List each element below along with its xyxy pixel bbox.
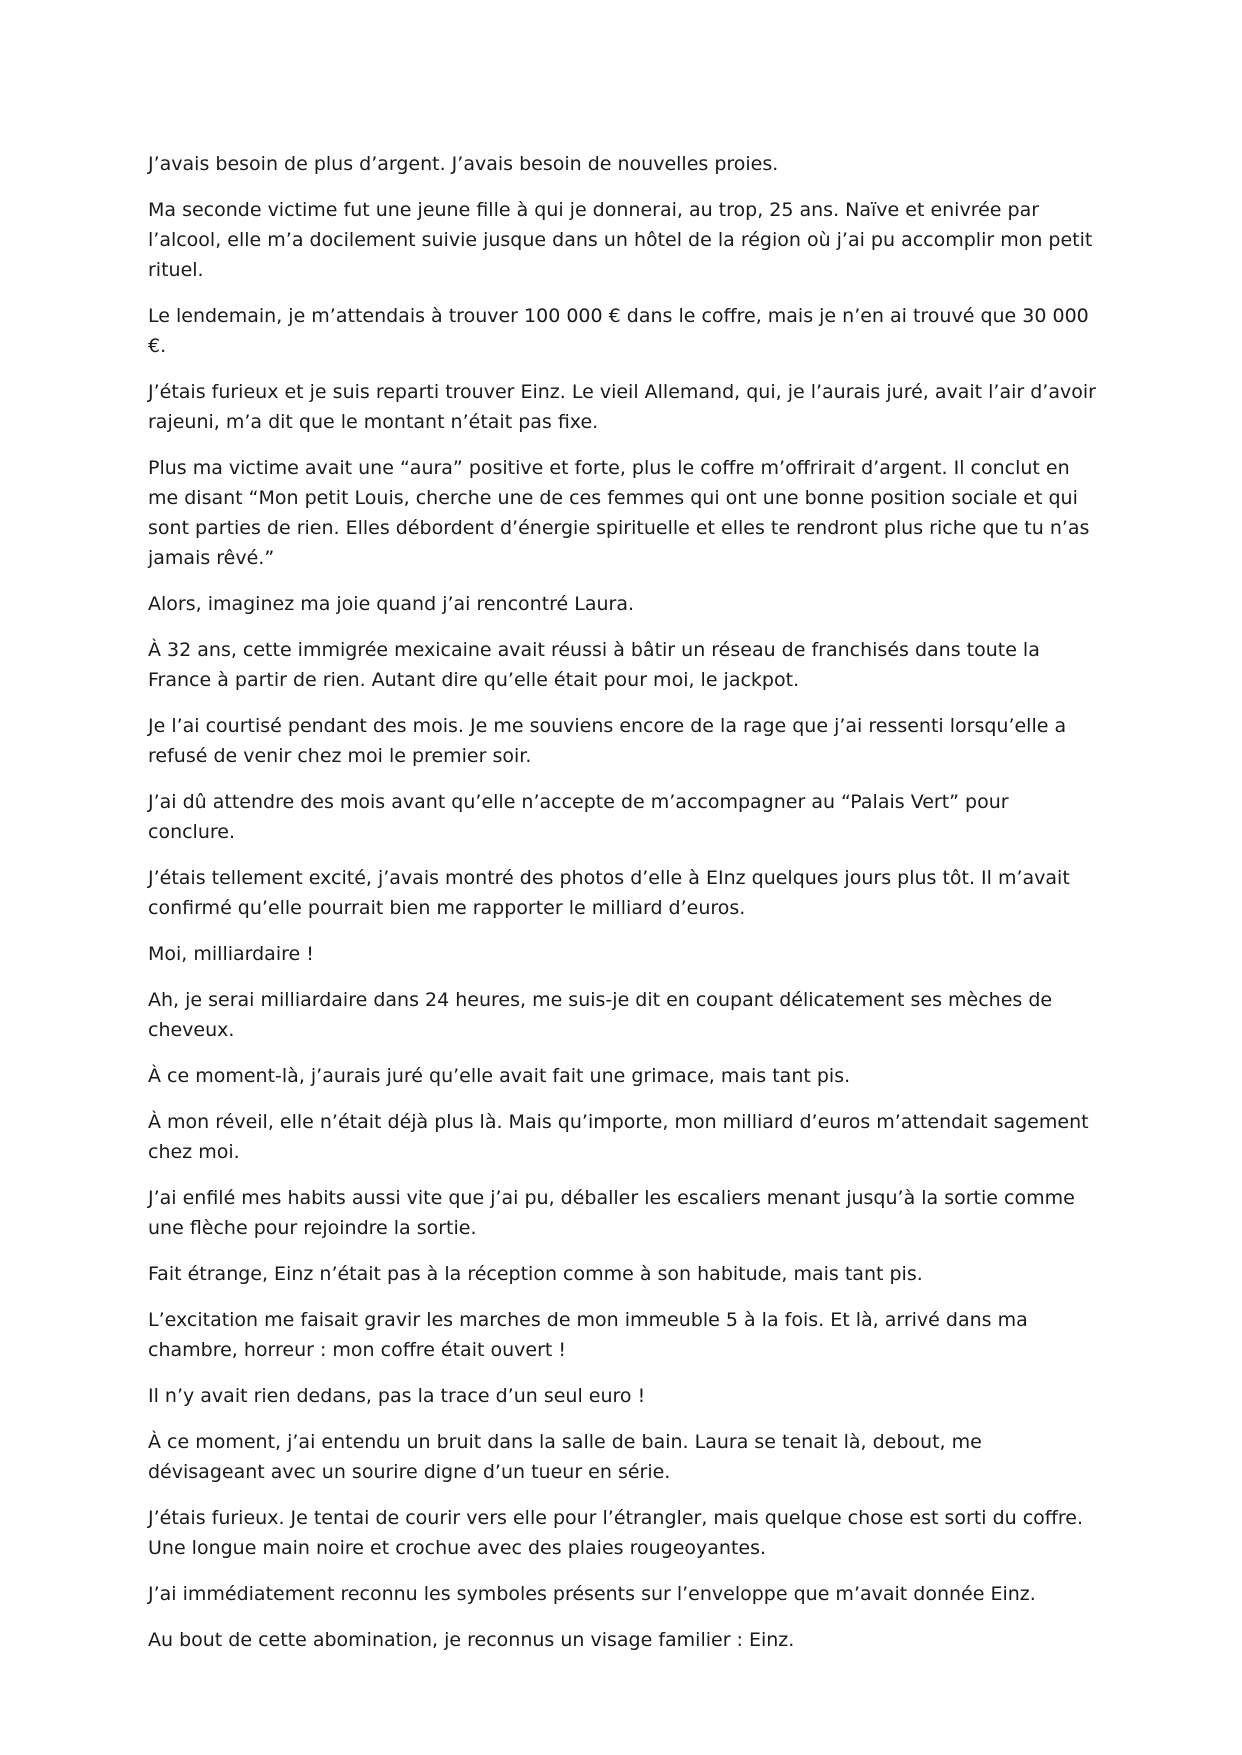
paragraph: À ce moment, j’ai entendu un bruit dans la salle de bain. Laura se tenait là, debout, me dévisageant avec un sourire digne d’un tueur en série. — [148, 1431, 982, 1483]
paragraph: J’ai immédiatement reconnu les symboles présents sur l’enveloppe que m’avait donnée Einz. — [148, 1583, 1036, 1605]
paragraph: J’étais tellement excité, j’avais montré des photos d’elle à EInz quelques jours plus tôt. Il m’avait confirmé qu’elle pourrait bien me rapporter le milliard d’euros. — [148, 867, 1070, 919]
paragraph: J’avais besoin de plus d’argent. J’avais besoin de nouvelles proies. — [148, 153, 779, 175]
body-text — [148, 149, 1100, 1671]
paragraph: Ma seconde victime fut une jeune fille à qui je donnerai, au trop, 25 ans. Naïve et enivrée par l’alcool, elle m’a docilement suivie jusque dans un hôtel de la région où j’ai pu accomplir mon petit rituel. — [148, 199, 1093, 281]
paragraph: À ce moment-là, j’aurais juré qu’elle avait fait une grimace, mais tant pis. — [148, 1065, 851, 1087]
paragraph: Moi, milliardaire ! — [148, 943, 314, 965]
paragraph: À mon réveil, elle n’était déjà plus là. Mais qu’importe, mon milliard d’euros m’attendait sagement chez moi. — [148, 1111, 1089, 1163]
paragraph: Alors, imaginez ma joie quand j’ai rencontré Laura. — [148, 593, 635, 615]
paragraph: Le lendemain, je m’attendais à trouver 100 000 € dans le coffre, mais je n’en ai trouvé que 30 000 €. — [148, 305, 1089, 357]
paragraph: J’étais furieux et je suis reparti trouver Einz. Le vieil Allemand, qui, je l’aurais juré, avait l’air d’avoir rajeuni, m’a dit que le montant n’était pas fixe. — [148, 381, 1096, 433]
paragraph: À 32 ans, cette immigrée mexicaine avait réussi à bâtir un réseau de franchisés dans toute la France à partir de rien. Autant dire qu’elle était pour moi, le jackpot. — [148, 639, 1040, 691]
paragraph: J’étais furieux. Je tentai de courir vers elle pour l’étrangler, mais quelque chose est sorti du coffre. Une longue main noire et crochue avec des plaies rougeoyantes. — [148, 1507, 1084, 1559]
paragraph: Il n’y avait rien dedans, pas la trace d’un seul euro ! — [148, 1385, 646, 1407]
paragraph: Je l’ai courtisé pendant des mois. Je me souviens encore de la rage que j’ai ressenti lorsqu’elle a refusé de venir chez moi le premier soir. — [148, 715, 1067, 767]
paragraph: Plus ma victime avait une “aura” positive et forte, plus le coffre m’offrirait d’argent. Il conclut en me disant “Mon petit Louis, cherche une de ces femmes qui ont une bonne position sociale et qui sont parties de rien. Elles débordent d’énergie spirituelle et elles te rendront plus riche que tu n’as jamais rêvé.” — [148, 457, 1090, 569]
paragraph: Au bout de cette abomination, je reconnus un visage familier : Einz. — [148, 1629, 795, 1651]
paragraph: Fait étrange, Einz n’était pas à la réception comme à son habitude, mais tant pis. — [148, 1263, 923, 1285]
paragraph: J’ai enfilé mes habits aussi vite que j’ai pu, déballer les escaliers menant jusqu’à la sortie comme une flèche pour rejoindre la sortie. — [148, 1187, 1075, 1239]
paragraph: Ah, je serai milliardaire dans 24 heures, me suis-je dit en coupant délicatement ses mèches de cheveux. — [148, 989, 1053, 1041]
paragraph: L’excitation me faisait gravir les marches de mon immeuble 5 à la fois. Et là, arrivé dans ma chambre, horreur : mon coffre était ouvert ! — [148, 1309, 1028, 1361]
paragraph: J’ai dû attendre des mois avant qu’elle n’accepte de m’accompagner au “Palais Vert” pour conclure. — [148, 791, 1009, 843]
